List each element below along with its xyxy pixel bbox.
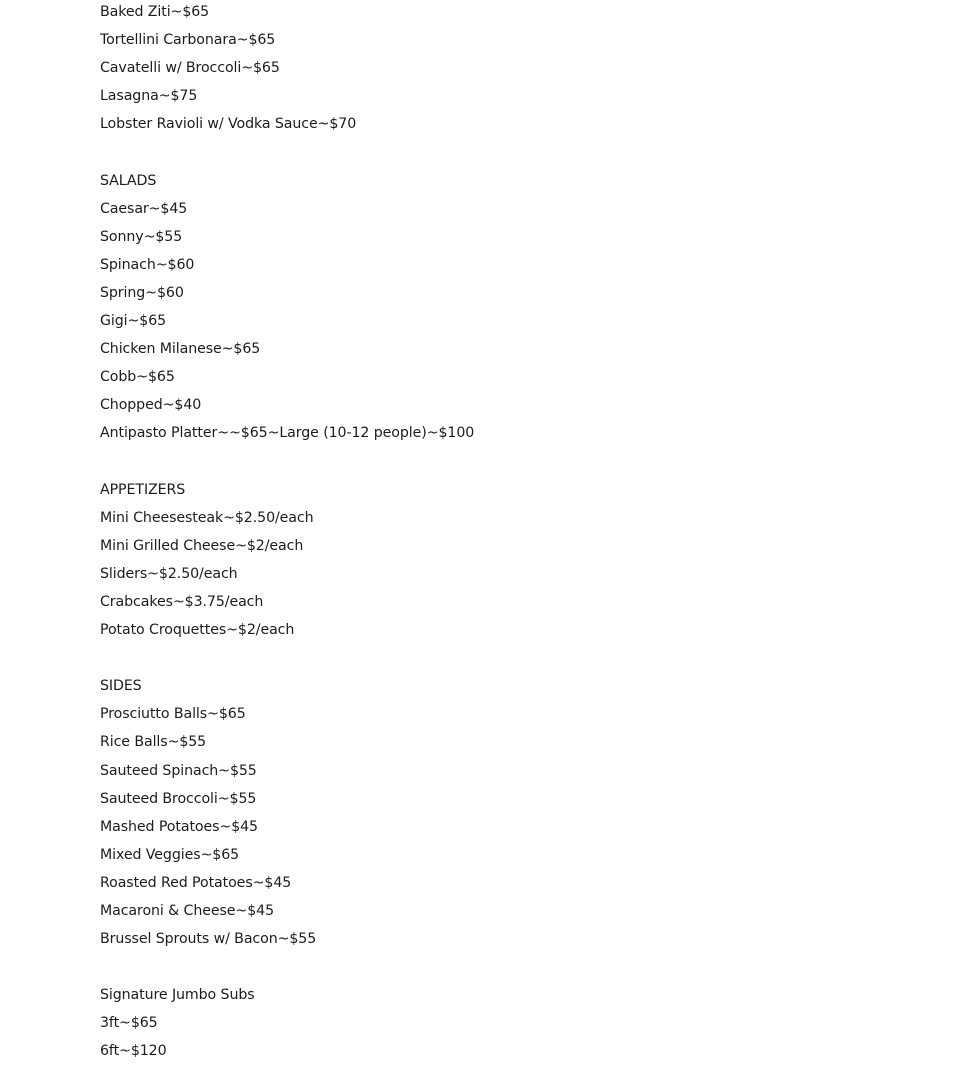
menu-item: Cavatelli w/ Broccoli~$65 [100,60,280,77]
menu-item: Gigi~$65 [100,313,167,330]
menu-item: Sonny~$55 [100,228,183,245]
section-spacer [100,138,900,166]
menu-item: Antipasto Platter~~$65~Large (10-12 people)~$100 [100,425,475,442]
menu-item: 6ft~$120 [100,1043,167,1060]
subs-section [100,981,900,1065]
pasta-section [100,0,900,138]
section-heading-subs: Signature Jumbo Subs [100,987,255,1004]
section-spacer [100,448,900,476]
menu-item: Caesar~$45 [100,200,188,217]
menu-item: Cobb~$65 [100,369,175,386]
menu-item: Sauteed Spinach~$55 [100,762,257,779]
menu-item: Lobster Ravioli w/ Vodka Sauce~$70 [100,116,357,133]
menu-item: Potato Croquettes~$2/each [100,622,295,639]
menu-item: Mashed Potatoes~$45 [100,818,258,835]
menu-item: Sauteed Broccoli~$55 [100,790,257,807]
menu-item: Prosciutto Balls~$65 [100,706,246,723]
section-heading-sides: SIDES [100,678,142,695]
sides-section [100,672,900,953]
menu-item: Lasagna~$75 [100,88,198,105]
menu-item: Spinach~$60 [100,256,195,273]
menu-item: Chicken Milanese~$65 [100,341,261,358]
menu-item: Mixed Veggies~$65 [100,846,240,863]
menu-item: Rice Balls~$55 [100,734,207,751]
appetizers-section [100,476,900,645]
menu-item: 3ft~$65 [100,1015,158,1032]
catering-menu [100,0,900,1066]
section-spacer [100,953,900,981]
menu-item: Sliders~$2.50/each [100,565,238,582]
section-heading-appetizers: APPETIZERS [100,481,186,498]
menu-item: Mini Grilled Cheese~$2/each [100,537,304,554]
menu-item: Tortellini Carbonara~$65 [100,32,276,49]
menu-item: Spring~$60 [100,284,184,301]
menu-item: Brussel Sprouts w/ Bacon~$55 [100,931,317,948]
section-spacer [100,644,900,672]
menu-item: Baked Ziti~$65 [100,4,210,20]
menu-item: Chopped~$40 [100,397,202,414]
menu-item: Mini Cheesesteak~$2.50/each [100,509,314,526]
salads-section [100,167,900,448]
section-heading-salads: SALADS [100,172,157,189]
menu-item: Roasted Red Potatoes~$45 [100,874,292,891]
menu-item: Crabcakes~$3.75/each [100,593,264,610]
menu-item: Macaroni & Cheese~$45 [100,903,274,919]
